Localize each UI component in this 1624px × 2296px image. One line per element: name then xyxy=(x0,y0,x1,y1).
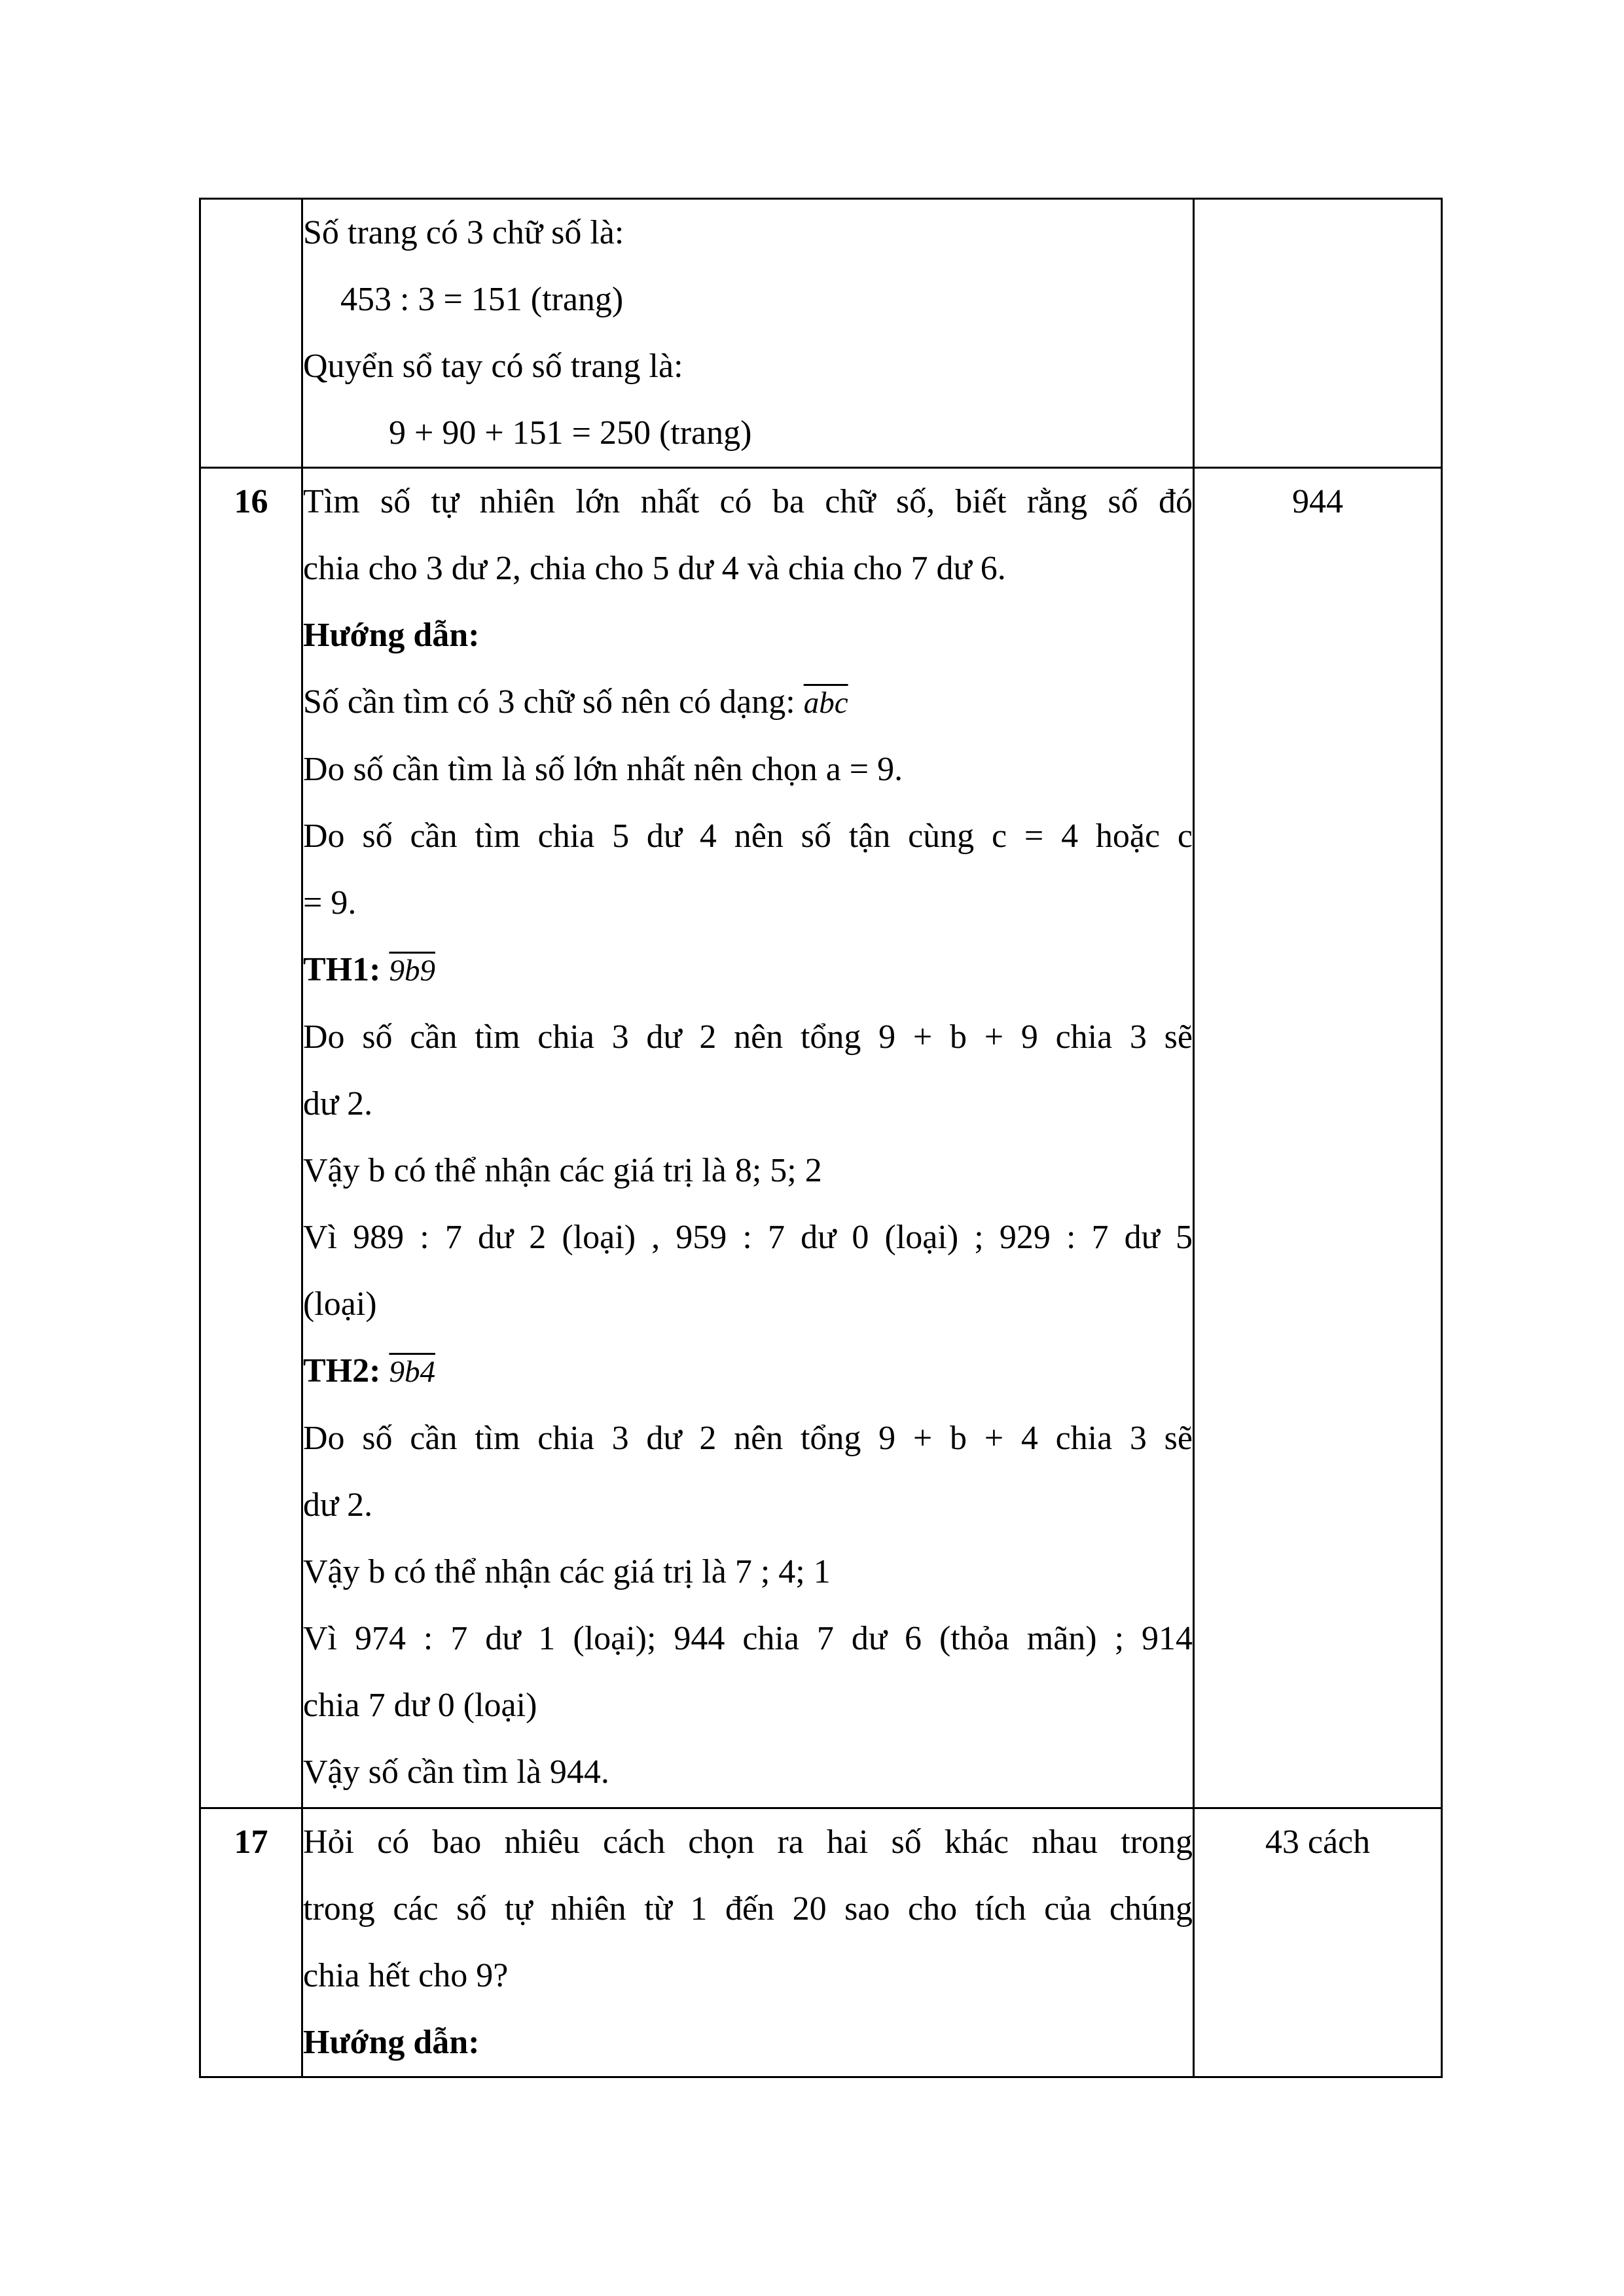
text-line: Vậy b có thể nhận các giá trị là 8; 5; 2 xyxy=(303,1152,822,1189)
text-line: Do số cần tìm chia 3 dư 2 nên tổng 9 + b + 9 chia 3 sẽ xyxy=(303,1018,1193,1056)
row-number: 16 xyxy=(234,483,268,520)
form-text: Số cần tìm có 3 chữ số nên có dạng: xyxy=(303,683,795,721)
text-line: dư 2. xyxy=(303,1085,373,1122)
text-line: Do số cần tìm chia 3 dư 2 nên tổng 9 + b + 4 chia 3 sẽ xyxy=(303,1420,1193,1457)
row-number-cell-empty xyxy=(200,199,302,468)
answer-cell-empty xyxy=(1194,199,1442,468)
guide-label: Hướng dẫn: xyxy=(303,617,480,654)
question-line: Hỏi có bao nhiêu cách chọn ra hai số khác nhau trong xyxy=(303,1823,1193,1861)
text-line: chia 7 dư 0 (loại) xyxy=(303,1687,537,1724)
solution-cell xyxy=(302,199,1194,468)
text-line: Số trang có 3 chữ số là: xyxy=(303,214,624,251)
text-line: Vì 974 : 7 dư 1 (loại); 944 chia 7 dư 6 (thỏa mãn) ; 914 xyxy=(303,1620,1193,1657)
text-line: Do số cần tìm là số lớn nhất nên chọn a = 9. xyxy=(303,751,903,788)
answer-cell xyxy=(1194,1808,1442,2077)
case-heading xyxy=(303,937,1193,1004)
table-row-continuation xyxy=(200,199,1442,468)
case-label: TH2: xyxy=(303,1352,381,1390)
text-line: dư 2. xyxy=(303,1486,373,1524)
solution-cell xyxy=(302,1808,1194,2077)
text-line: 453 : 3 = 151 (trang) xyxy=(340,281,624,318)
row-number: 17 xyxy=(234,1823,268,1861)
text-line: 9 + 90 + 151 = 250 (trang) xyxy=(389,414,752,452)
row-number-cell xyxy=(200,468,302,1808)
text-line xyxy=(303,669,1193,736)
solutions-table xyxy=(199,198,1443,2078)
text-line: Do số cần tìm chia 5 dư 4 nên số tận cùng c = 4 hoặc c xyxy=(303,817,1193,855)
overline-number-expr: 9b4 xyxy=(389,1355,435,1389)
text-line: = 9. xyxy=(303,884,357,922)
text-line: Vậy số cần tìm là 944. xyxy=(303,1753,609,1791)
answer-cell xyxy=(1194,468,1442,1808)
answer-value: 944 xyxy=(1292,483,1343,520)
overline-number-expr: 9b9 xyxy=(389,954,435,988)
question-line: chia hết cho 9? xyxy=(303,1957,509,1994)
question-line: Tìm số tự nhiên lớn nhất có ba chữ số, biết rằng số đó xyxy=(303,483,1193,520)
text-line: Vì 989 : 7 dư 2 (loại) , 959 : 7 dư 0 (loại) ; 929 : 7 dư 5 xyxy=(303,1219,1193,1256)
case-label: TH1: xyxy=(303,951,381,988)
text-line: Quyển sổ tay có số trang là: xyxy=(303,348,683,385)
guide-label: Hướng dẫn: xyxy=(303,2024,480,2061)
question-line: trong các số tự nhiên từ 1 đến 20 sao cho tích của chúng xyxy=(303,1890,1193,1928)
table-row-17 xyxy=(200,1808,1442,2077)
text-line: (loại) xyxy=(303,1285,377,1323)
row-number-cell xyxy=(200,1808,302,2077)
text-line: Vậy b có thể nhận các giá trị là 7 ; 4; 1 xyxy=(303,1553,831,1590)
table-row-16 xyxy=(200,468,1442,1808)
overline-number-expr: $\overline{abc}$ xyxy=(803,686,848,720)
answer-value: 43 cách xyxy=(1265,1823,1371,1861)
case-heading xyxy=(303,1338,1193,1405)
solution-cell xyxy=(302,468,1194,1808)
question-line: chia cho 3 dư 2, chia cho 5 dư 4 và chia cho 7 dư 6. xyxy=(303,550,1006,587)
